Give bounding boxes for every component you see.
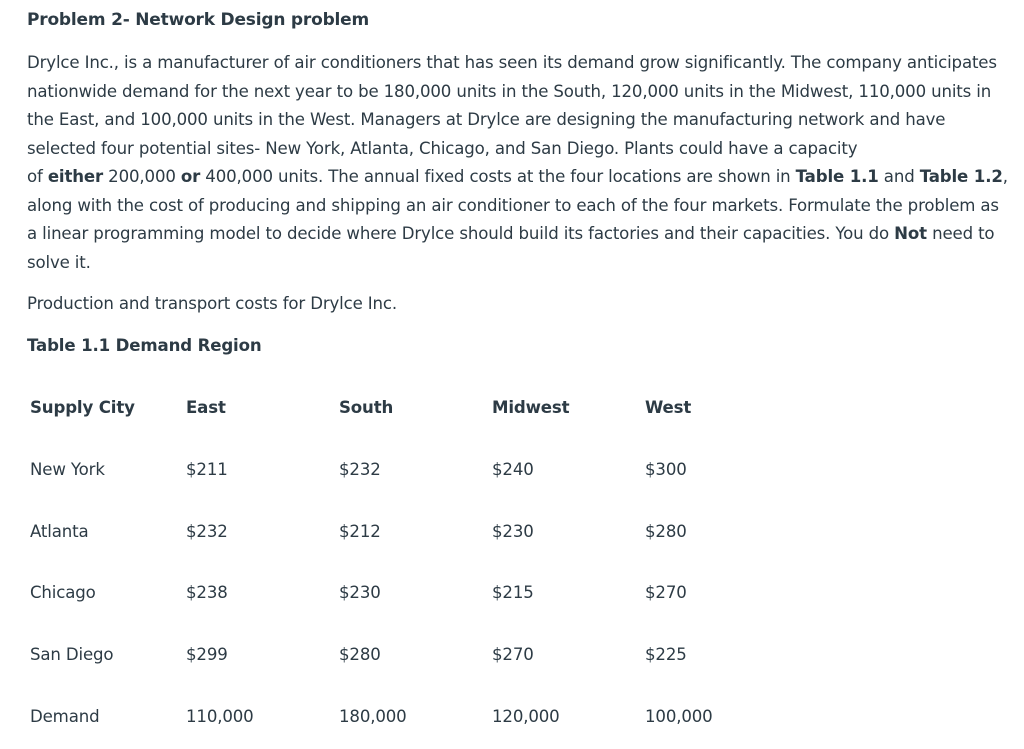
emphasis-table-1-1: Table 1.1: [795, 167, 879, 186]
table-cell: $270: [492, 645, 534, 665]
table-cell: $232: [339, 460, 381, 480]
cost-table: [27, 377, 775, 747]
para-text-7: need to solve it.: [27, 224, 995, 272]
table-cell: 110,000: [186, 706, 254, 726]
table-cell: $300: [645, 460, 687, 480]
row-label: San Diego: [30, 645, 114, 665]
emphasis-or: or: [180, 167, 201, 186]
table-title: Table 1.1 Demand Region: [27, 336, 262, 355]
para-text-2: of: [27, 167, 48, 186]
table-cell: $232: [186, 521, 228, 541]
table-cell: 180,000: [339, 706, 407, 726]
table-cell: $270: [645, 583, 687, 603]
row-label: Demand: [30, 706, 100, 726]
header-midwest: Midwest: [492, 398, 570, 418]
table-caption: Production and transport costs for Drylce Inc.: [27, 294, 397, 313]
para-text-4: 400,000 units. The annual fixed costs at the four locations are shown in: [200, 167, 796, 186]
para-text-1: Drylce Inc., is a manufacturer of air conditioners that has seen its demand grow significantly. The company anticipates nationwide demand for the next year to be 180,000 units in the South, 120,000 units in the Midwest, 110,000 units in the East, and 100,000 units in the West. Managers at Drylce are designing the manufacturing network and have selected four potential sites- New York, Atlanta, Chicago, and San Diego. Plants could have a capacity: [27, 53, 997, 158]
para-text-6: , along with the cost of producing and shipping an air conditioner to each of the four markets. Formulate the problem as a linear programming model to decide where Drylce should build its factories and their capacities. You do: [27, 167, 1008, 243]
emphasis-table-1-2: Table 1.2: [919, 167, 1003, 186]
table-cell: $238: [186, 583, 228, 603]
table-cell: $230: [339, 583, 381, 603]
para-text-3: 200,000: [103, 167, 181, 186]
problem-title: Problem 2- Network Design problem: [27, 10, 370, 30]
problem-section: [27, 8, 1012, 359]
table-row-demand: [27, 685, 775, 747]
table-cell: 120,000: [492, 706, 560, 726]
table-cell: $280: [645, 521, 687, 541]
para-text-5: and: [878, 167, 920, 186]
header-west: West: [645, 398, 692, 418]
table-row: [27, 624, 775, 686]
table-row: [27, 439, 775, 501]
table-cell: 100,000: [645, 706, 713, 726]
problem-description: [27, 49, 1012, 277]
table-cell: $240: [492, 460, 534, 480]
table-cell: $211: [186, 460, 228, 480]
row-label: Atlanta: [30, 521, 89, 541]
table-cell: $225: [645, 645, 687, 665]
table-cell: $215: [492, 583, 534, 603]
table-cell: $230: [492, 521, 534, 541]
table-cell: $299: [186, 645, 228, 665]
emphasis-not: Not: [894, 224, 927, 243]
table-header-row: [27, 377, 775, 439]
header-supply-city: Supply City: [30, 398, 135, 418]
table-row: [27, 500, 775, 562]
header-south: South: [339, 398, 394, 418]
table-cell: $280: [339, 645, 381, 665]
emphasis-either: either: [47, 167, 104, 186]
row-label: Chicago: [30, 583, 96, 603]
table-cell: $212: [339, 521, 381, 541]
header-east: East: [186, 398, 226, 418]
row-label: New York: [30, 460, 105, 480]
table-row: [27, 562, 775, 624]
